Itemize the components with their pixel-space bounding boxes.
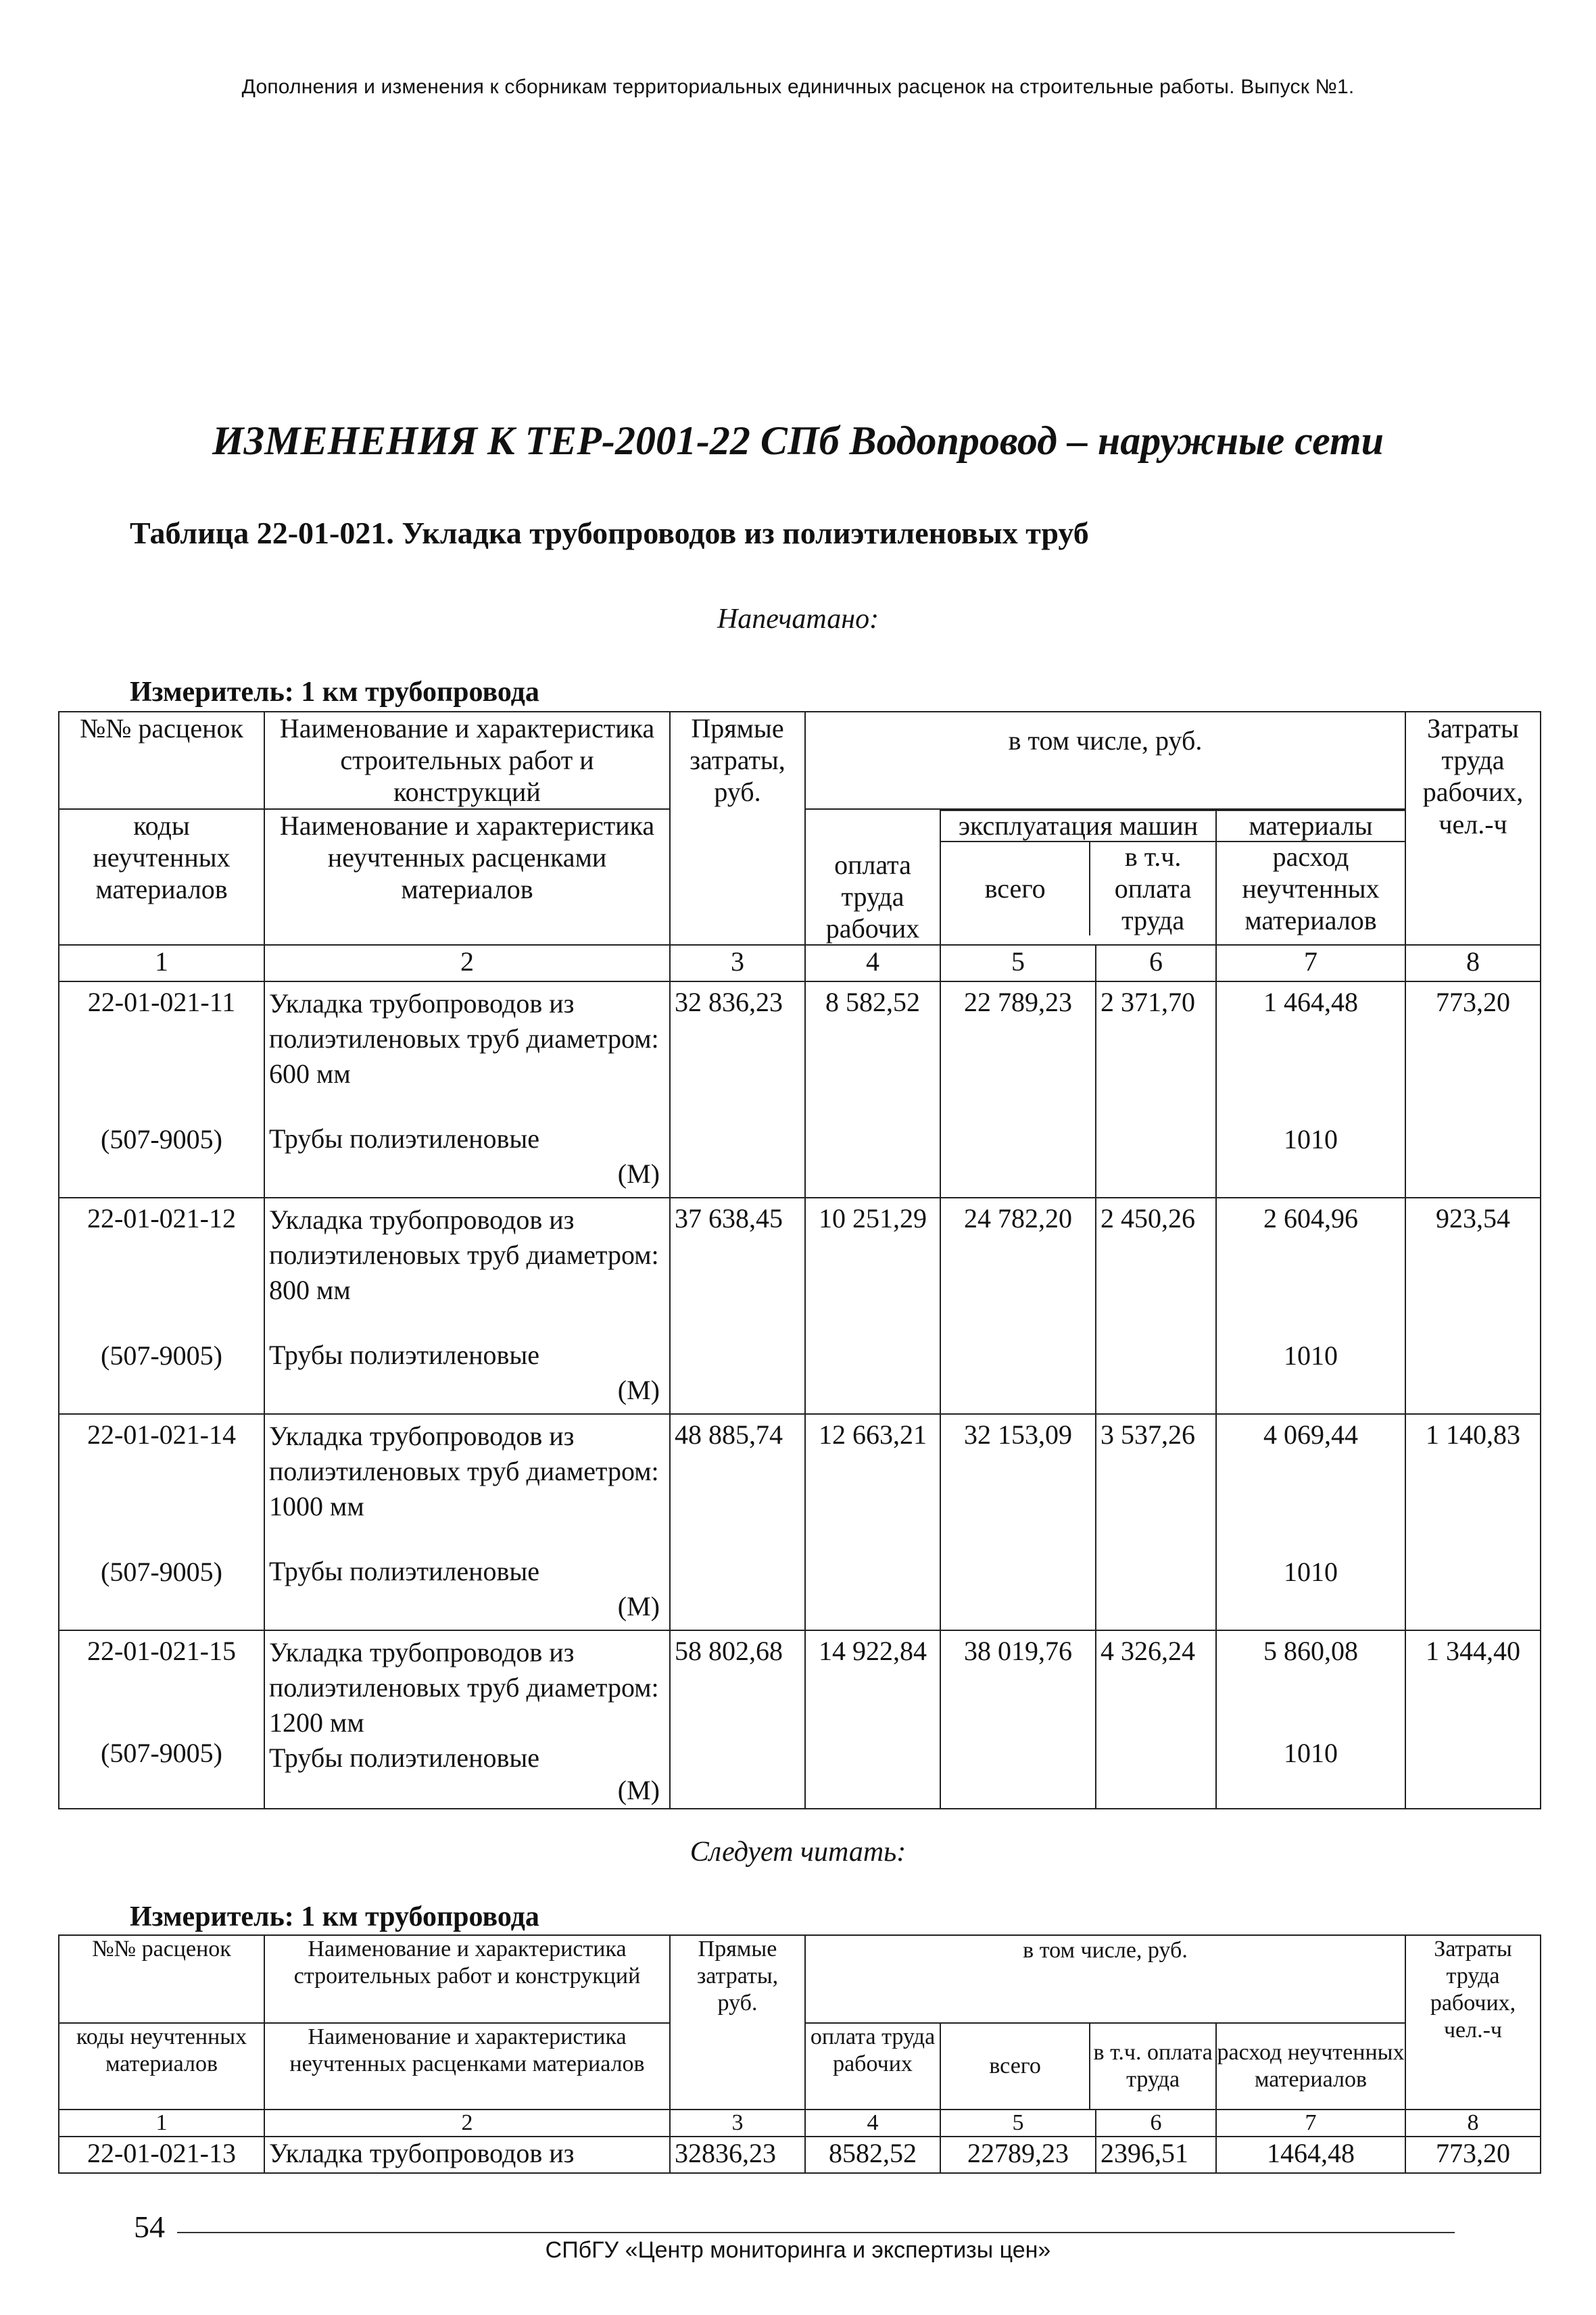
labor-pay: 12 663,21 [805, 1414, 940, 1630]
corrected-label: Следует читать: [690, 1836, 906, 1868]
materials-cost: 4 069,44 [1263, 1419, 1358, 1451]
materials-cost: 1464,48 [1216, 2137, 1405, 2173]
direct-cost: 58 802,68 [670, 1630, 805, 1809]
hdr-unacc-name: Наименование и характеристика неучтенных расценками материалов [264, 809, 670, 946]
hdr-materials-cell [1216, 809, 1405, 946]
hdr-name: Наименование и характеристика строительных работ и конструкций [264, 712, 670, 809]
machines-pay: 2 450,26 [1096, 1198, 1216, 1414]
material-unit: (М) [617, 1375, 660, 1406]
hdr-labor-pay-cell [805, 2023, 940, 2110]
col-num-1: 1 [59, 2110, 264, 2137]
hdr-labor-pay-cell [805, 809, 940, 946]
hdr-machines-cell [940, 2023, 1216, 2110]
machines-pay: 3 537,26 [1096, 1414, 1216, 1630]
material-unit: (М) [617, 1591, 660, 1622]
material-qty: 1010 [1284, 1340, 1338, 1371]
labor-pay: 8 582,52 [805, 981, 940, 1198]
col-num-8: 8 [1405, 945, 1541, 981]
labor-pay: 8582,52 [805, 2137, 940, 2173]
col-num-1: 1 [59, 945, 264, 981]
labor-hours: 1 140,83 [1405, 1414, 1541, 1630]
col-num-4: 4 [805, 2110, 940, 2137]
materials-cost: 2 604,96 [1263, 1203, 1358, 1234]
material-name: Трубы полиэтиленовые [269, 1123, 540, 1154]
work-name: Укладка трубопроводов из полиэтиленовых труб диаметром: 600 мм [269, 988, 659, 1090]
hdr-incl: в том числе, руб. [805, 1935, 1405, 2023]
material-qty: 1010 [1284, 1124, 1338, 1155]
work-name: Укладка трубопроводов из полиэтиленовых труб диаметром: 1000 мм [269, 1421, 659, 1522]
table-title: Таблица 22-01-021. Укладка трубопроводов из полиэтиленовых труб [130, 516, 1089, 550]
direct-cost: 37 638,45 [670, 1198, 805, 1414]
hdr-mach-pay: в т.ч. оплата труда [1114, 841, 1192, 936]
direct-cost: 32836,23 [670, 2137, 805, 2173]
work-name: Укладка трубопроводов из полиэтиленовых труб диаметром: 1200 мм [269, 1637, 659, 1738]
material-qty: 1010 [1284, 1557, 1338, 1588]
work-name: Укладка трубопроводов из [264, 2137, 670, 2173]
hdr-consumption: расход неучтенных материалов [1217, 2039, 1405, 2092]
hdr-labor-hours: Затраты труда рабочих, чел.-ч [1405, 1935, 1541, 2110]
hdr-mach-pay: в т.ч. оплата труда [1093, 2039, 1213, 2092]
corrected-table [58, 1934, 1541, 2174]
hdr-consumption: расход неучтенных материалов [1242, 841, 1380, 936]
rate-code: 22-01-021-12 [87, 1203, 236, 1234]
hdr-mach-total: всего [941, 842, 1090, 935]
col-num-3: 3 [670, 945, 805, 981]
hdr-labor-hours: Затраты труда рабочих, чел.-ч [1405, 712, 1541, 945]
hdr-materials: материалы [1217, 810, 1405, 842]
hdr-mach-total: всего [941, 2024, 1090, 2109]
col-num-5: 5 [940, 945, 1096, 981]
hdr-direct: Прямые затраты, руб. [670, 1935, 805, 2110]
hdr-unacc-codes: коды неучтенных материалов [59, 2023, 264, 2110]
material-code: (507-9005) [101, 1738, 222, 1769]
col-num-8: 8 [1405, 2110, 1541, 2137]
hdr-code: №№ расценок [59, 712, 264, 809]
machines-total: 38 019,76 [940, 1630, 1096, 1809]
col-num-7: 7 [1216, 945, 1405, 981]
labor-pay: 10 251,29 [805, 1198, 940, 1414]
rate-code: 22-01-021-15 [87, 1636, 236, 1667]
footer-organization: СПбГУ «Центр мониторинга и экспертизы цен» [545, 2237, 1051, 2263]
hdr-labor-pay: оплата труда рабочих [825, 849, 920, 944]
materials-cost: 1 464,48 [1263, 987, 1358, 1018]
hdr-machines: эксплуатация машин [941, 810, 1215, 842]
material-qty: 1010 [1284, 1738, 1338, 1769]
table-row [59, 1198, 1541, 1414]
direct-cost: 32 836,23 [670, 981, 805, 1198]
table-row [59, 1414, 1541, 1630]
labor-hours: 773,20 [1405, 2137, 1541, 2173]
material-unit: (М) [617, 1159, 660, 1190]
machines-total: 22789,23 [940, 2137, 1096, 2173]
col-num-7: 7 [1216, 2110, 1405, 2137]
footer-divider [177, 2232, 1455, 2233]
work-name: Укладка трубопроводов из полиэтиленовых труб диаметром: 800 мм [269, 1204, 659, 1306]
hdr-machines-cell [940, 809, 1216, 946]
page-number: 54 [134, 2210, 165, 2244]
machines-total: 22 789,23 [940, 981, 1096, 1198]
machines-total: 24 782,20 [940, 1198, 1096, 1414]
machines-total: 32 153,09 [940, 1414, 1096, 1630]
materials-cost: 5 860,08 [1263, 1636, 1358, 1667]
labor-hours: 773,20 [1405, 981, 1541, 1198]
hdr-name: Наименование и характеристика строительных работ и конструкций [264, 1935, 670, 2023]
material-unit: (М) [617, 1775, 660, 1806]
material-code: (507-9005) [101, 1340, 222, 1371]
labor-hours: 1 344,40 [1405, 1630, 1541, 1809]
corrected-measure: Измеритель: 1 км трубопровода [130, 1901, 539, 1932]
material-code: (507-9005) [101, 1557, 222, 1588]
machines-pay: 2396,51 [1096, 2137, 1216, 2173]
table-row [59, 981, 1541, 1198]
rate-code: 22-01-021-11 [87, 987, 236, 1018]
hdr-unacc-codes: коды неучтенных материалов [59, 809, 264, 946]
printed-label: Напечатано: [717, 604, 879, 635]
rate-code: 22-01-021-14 [87, 1419, 236, 1451]
material-name: Трубы полиэтиленовые [269, 1556, 540, 1587]
hdr-incl: в том числе, руб. [805, 712, 1405, 809]
col-num-4: 4 [805, 945, 940, 981]
material-name: Трубы полиэтиленовые [269, 1340, 540, 1371]
main-title: ИЗМЕНЕНИЯ К ТЕР-2001-22 СПб Водопровод – наружные сети [212, 418, 1384, 463]
table-row [59, 1630, 1541, 1809]
material-code: (507-9005) [101, 1124, 222, 1155]
col-num-3: 3 [670, 2110, 805, 2137]
table-row [59, 2137, 1541, 2173]
direct-cost: 48 885,74 [670, 1414, 805, 1630]
printed-table [58, 711, 1541, 1809]
material-name: Трубы полиэтиленовые [269, 1743, 540, 1774]
labor-hours: 923,54 [1405, 1198, 1541, 1414]
hdr-labor-pay: оплата труда рабочих [810, 2024, 936, 2077]
hdr-code: №№ расценок [59, 1935, 264, 2023]
rate-code: 22-01-021-13 [59, 2137, 264, 2173]
labor-pay: 14 922,84 [805, 1630, 940, 1809]
hdr-consumption-cell [1216, 2023, 1405, 2110]
col-num-6: 6 [1096, 945, 1216, 981]
hdr-direct: Прямые затраты, руб. [670, 712, 805, 945]
col-num-2: 2 [264, 2110, 670, 2137]
printed-measure: Измеритель: 1 км трубопровода [130, 677, 539, 708]
machines-pay: 4 326,24 [1096, 1630, 1216, 1809]
document-header: Дополнения и изменения к сборникам территориальных единичных расценок на строительные работы. Выпуск №1. [241, 76, 1355, 98]
col-num-6: 6 [1096, 2110, 1216, 2137]
col-num-2: 2 [264, 945, 670, 981]
col-num-5: 5 [940, 2110, 1096, 2137]
machines-pay: 2 371,70 [1096, 981, 1216, 1198]
hdr-unacc-name: Наименование и характеристика неучтенных расценками материалов [264, 2023, 670, 2110]
